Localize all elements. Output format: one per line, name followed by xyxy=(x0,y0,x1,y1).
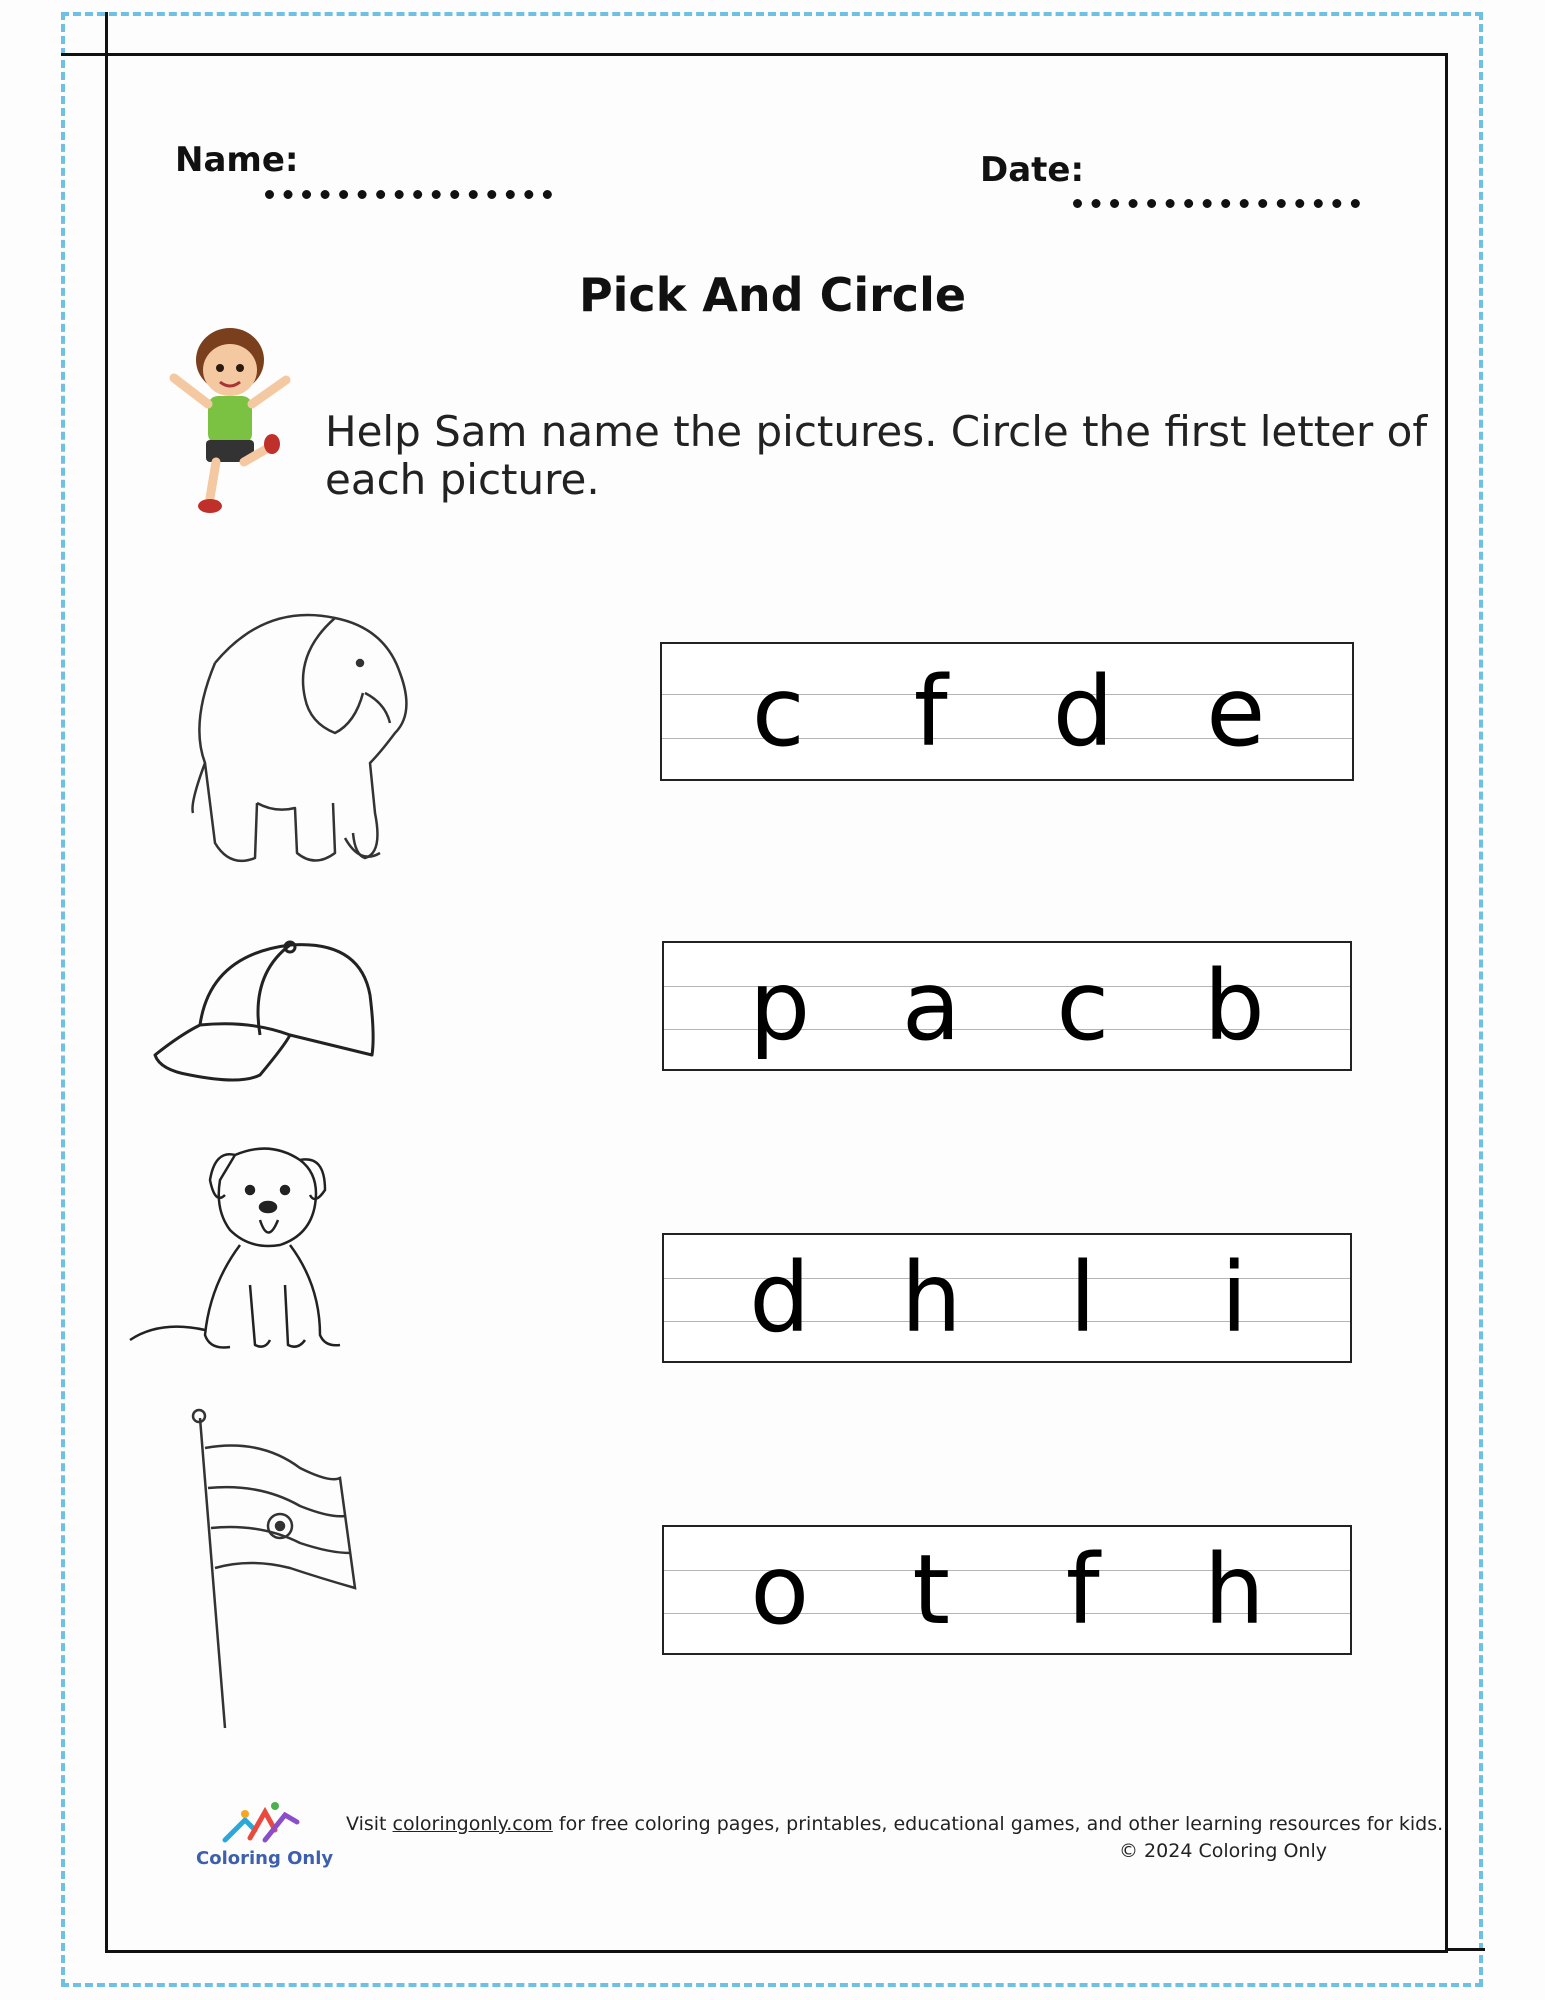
name-field[interactable] xyxy=(265,190,552,199)
letter-option[interactable]: t xyxy=(912,1534,951,1646)
frame-corner-line xyxy=(61,53,109,56)
page-title: Pick And Circle xyxy=(578,268,967,322)
dog-picture xyxy=(120,1135,360,1375)
footer-visit-suffix: for free coloring pages, printables, educational games, and other learning resources for kids. xyxy=(558,1813,1444,1835)
coloringonly-link[interactable]: coloringonly.com xyxy=(392,1813,553,1835)
name-label: Name: xyxy=(175,140,299,180)
boy-illustration xyxy=(160,320,300,520)
letter-option[interactable]: e xyxy=(1206,655,1266,768)
letter-option[interactable]: h xyxy=(900,1242,962,1354)
letter-option[interactable]: p xyxy=(749,950,811,1062)
instruction-text: Help Sam name the pictures. Circle the first letter of each picture. xyxy=(325,407,1428,504)
letter-option[interactable]: a xyxy=(901,950,961,1062)
copyright-text: © 2024 Coloring Only xyxy=(1119,1840,1327,1862)
letter-option[interactable]: h xyxy=(1203,1534,1265,1646)
letter-option[interactable]: i xyxy=(1220,1242,1248,1354)
letter-choice-box xyxy=(662,941,1352,1071)
coloring-only-logo-icon xyxy=(215,1800,305,1850)
letter-option[interactable]: f xyxy=(913,655,948,768)
date-label: Date: xyxy=(980,150,1085,190)
letter-option[interactable]: o xyxy=(750,1534,810,1646)
frame-corner-line xyxy=(105,12,108,56)
letter-option[interactable]: d xyxy=(749,1242,811,1354)
letter-option[interactable]: d xyxy=(1052,655,1114,768)
footer-visit-prefix: Visit xyxy=(346,1813,387,1835)
letter-option[interactable]: l xyxy=(1069,1242,1097,1354)
letter-option[interactable]: b xyxy=(1203,950,1265,1062)
elephant-picture xyxy=(185,603,430,883)
letter-option[interactable]: f xyxy=(1065,1534,1100,1646)
cap-picture xyxy=(150,935,380,1095)
letter-option[interactable]: c xyxy=(1056,950,1110,1062)
date-field[interactable] xyxy=(1073,199,1360,208)
letter-option[interactable]: c xyxy=(751,655,805,768)
flag-picture xyxy=(180,1408,370,1733)
footer-text xyxy=(346,1813,1443,1835)
letter-choice-box xyxy=(662,1525,1352,1655)
frame-corner-line xyxy=(1445,1948,1485,1951)
letter-choice-box xyxy=(662,1233,1352,1363)
logo-text: Coloring Only xyxy=(196,1848,334,1869)
letter-choice-box xyxy=(660,642,1354,781)
